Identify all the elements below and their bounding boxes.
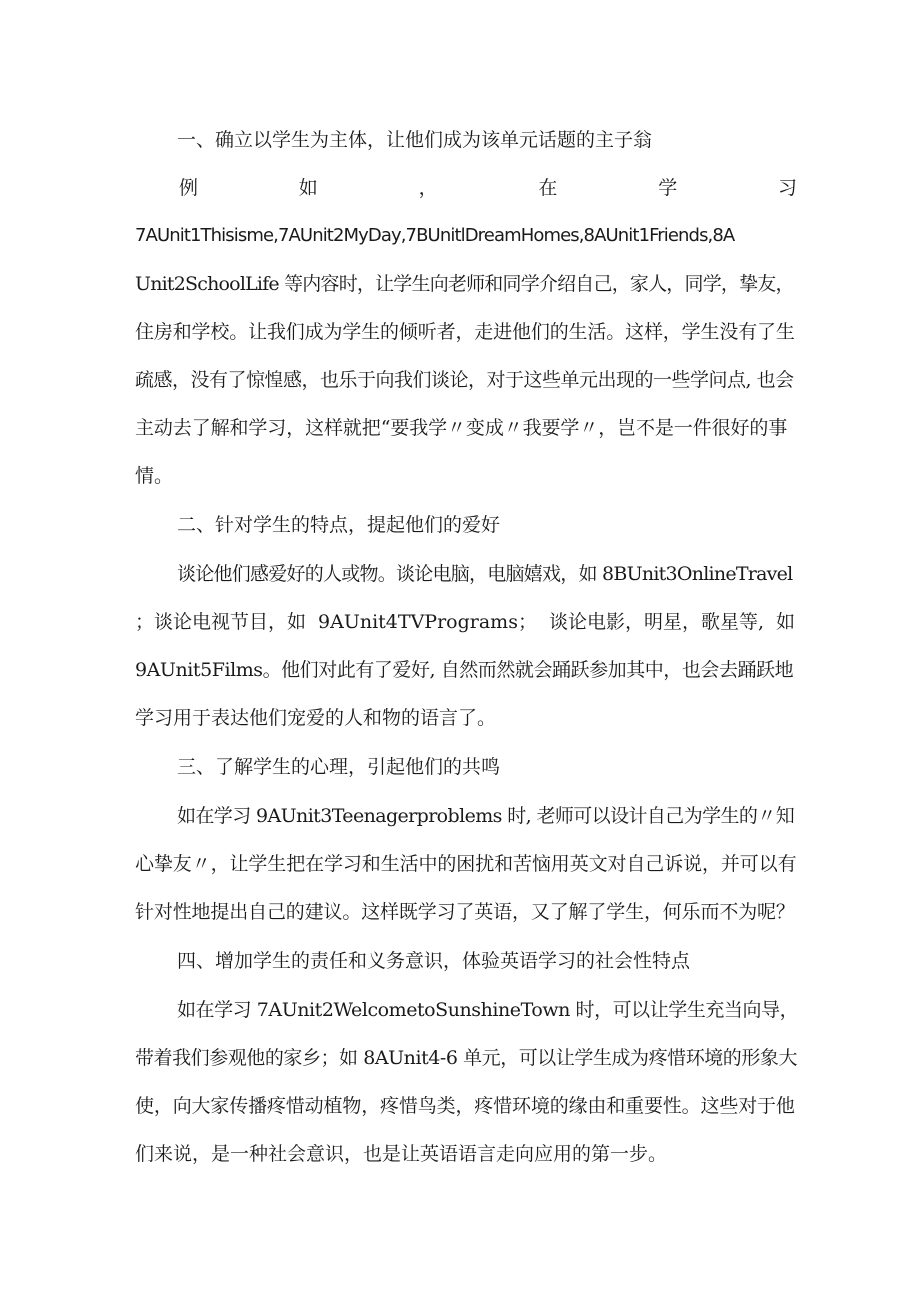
paragraph-line: 谈论他们感爱好的人或物。谈论电脑，电脑嬉戏，如 8BUnit3OnlineTravel xyxy=(177,563,793,585)
spread-word: 学 xyxy=(658,177,678,199)
paragraph-line: 情。 xyxy=(135,465,174,487)
paragraph-line: 住房和学校。让我们成为学生的倾听者，走进他们的生活。这样，学生没有了生 xyxy=(135,321,795,343)
heading-section-3: 三、了解学生的心理，引起他们的共鸣 xyxy=(177,756,501,778)
paragraph-line: 针对性地提出自己的建议。这样既学习了英语，又了解了学生，何乐而不为呢？ xyxy=(135,901,795,923)
paragraph-line: 学习用于表达他们宠爱的人和物的语言了。 xyxy=(135,707,497,729)
paragraph-line: 们来说，是一种社会意识，也是让英语语言走向应用的第一步。 xyxy=(135,1143,668,1165)
spread-word: ， xyxy=(418,177,438,199)
paragraph-line: 如在学习 9AUnit3Teenagerproblems 时, 老师可以设计自己为学生的〃知 xyxy=(177,805,795,827)
spread-word: 如 xyxy=(298,177,318,199)
paragraph-line: 使，向大家传播疼惜动植物，疼惜鸟类，疼惜环境的缘由和重要性。这些对于他 xyxy=(135,1095,795,1117)
paragraph-line: 如在学习 7AUnit2WelcometoSunshineTown 时，可以让学生充当向导， xyxy=(177,999,799,1021)
spread-word: 例 xyxy=(179,177,199,199)
heading-section-4: 四、增加学生的责任和义务意识，体验英语学习的社会性特点 xyxy=(177,950,691,972)
spread-word: 习 xyxy=(777,177,797,199)
paragraph-line: Unit2SchoolLife 等内容时，让学生向老师和同学介绍自己，家人，同学，挚友， xyxy=(135,273,794,295)
paragraph-line: 疏感，没有了惊惶感，也乐于向我们谈论，对于这些单元出现的一些学问点, 也会 xyxy=(135,369,794,391)
heading-section-1: 一、确立以学生为主体，让他们成为该单元话题的主子翁 xyxy=(177,129,653,151)
spread-word: 在 xyxy=(538,177,558,199)
paragraph-line: ；谈论电视节目，如 9AUnit4TVPrograms； 谈论电影，明星，歌星等, 如 xyxy=(135,611,796,633)
heading-section-2: 二、针对学生的特点，提起他们的爱好 xyxy=(177,514,501,536)
paragraph-line: 9AUnit5Films。他们对此有了爱好, 自然而然就会踊跃参加其中，也会去踊跃地 xyxy=(135,659,794,681)
paragraph-line-spread xyxy=(179,173,797,203)
paragraph-line: 带着我们参观他的家乡；如 8AUnit4-6 单元，可以让学生成为疼惜环境的形象大 xyxy=(135,1047,797,1069)
paragraph-line: 主动去了解和学习，这样就把“要我学〃变成〃我要学〃，岂不是一件很好的事 xyxy=(135,417,788,439)
paragraph-line: 心挚友〃，让学生把在学习和生活中的困扰和苦恼用英文对自己诉说，并可以有 xyxy=(135,853,797,875)
paragraph-line: 7AUnit1Thisisme,7AUnit2MyDay,7BUnitlDreamHomes,8AUnit1Friends,8A xyxy=(135,225,735,246)
